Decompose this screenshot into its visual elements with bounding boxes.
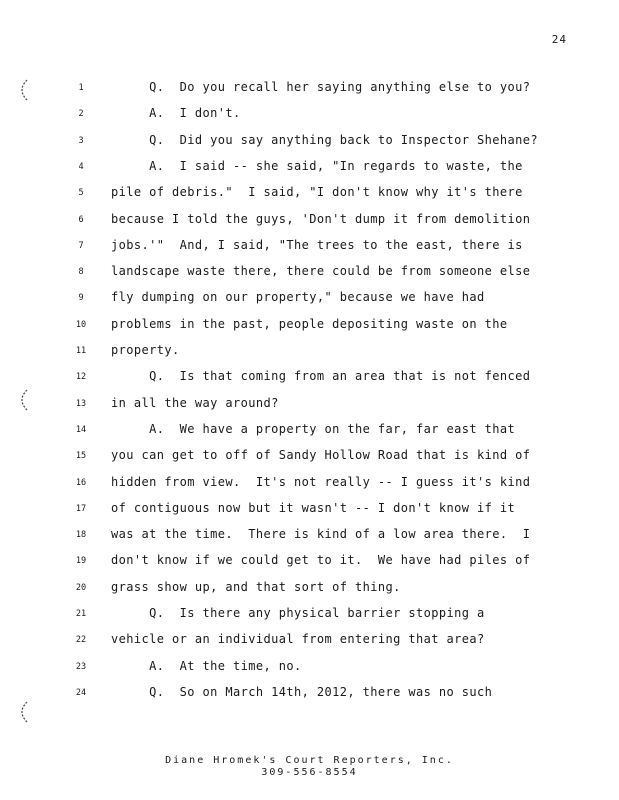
transcript-line <box>0 289 619 315</box>
line-number: 16 <box>75 477 87 488</box>
line-number: 22 <box>75 635 87 646</box>
line-text: was at the time. There is kind of a low area there. I <box>111 527 531 542</box>
line-text: property. <box>111 343 180 357</box>
line-number: 6 <box>78 214 84 225</box>
line-text: Q. So on March 14th, 2012, there was no such <box>111 684 493 699</box>
line-number: 5 <box>78 188 84 199</box>
line-number: 15 <box>75 451 87 462</box>
line-number: 24 <box>75 687 87 698</box>
line-text: A. At the time, no. <box>111 658 302 673</box>
page-number: 24 <box>551 33 567 46</box>
transcript-line <box>0 421 619 447</box>
transcript-line <box>0 79 619 105</box>
line-text: hidden from view. It's not really -- I guess it's kind <box>111 474 531 489</box>
line-text: don't know if we could get to it. We have had piles of <box>111 553 531 568</box>
line-text: in all the way around? <box>111 395 279 410</box>
transcript-line <box>0 132 619 158</box>
line-text: Q. Did you say anything back to Inspector Shehane? <box>111 132 538 147</box>
transcript-line <box>0 184 619 210</box>
transcript-line <box>0 263 619 289</box>
line-number: 13 <box>75 398 87 409</box>
line-number: 17 <box>75 503 87 514</box>
line-text: A. We have a property on the far, far east that <box>111 421 516 436</box>
footer-phone: 309-556-8554 <box>261 767 358 778</box>
line-number: 20 <box>75 582 87 593</box>
transcript-line <box>0 158 619 184</box>
transcript-line <box>0 684 619 710</box>
line-number: 18 <box>75 530 87 541</box>
transcript-line <box>0 605 619 631</box>
line-number: 8 <box>78 267 84 278</box>
footer-company: Diane Hromek's Court Reporters, Inc. <box>165 755 454 766</box>
transcript-line <box>0 500 619 526</box>
transcript-line <box>0 237 619 263</box>
transcript-line <box>0 631 619 657</box>
line-text: problems in the past, people depositing waste on the <box>111 316 508 331</box>
line-text: fly dumping on our property," because we have had <box>111 290 485 305</box>
transcript-line <box>0 368 619 394</box>
line-text: A. I said -- she said, "In regards to waste, the <box>111 158 523 173</box>
transcript-line <box>0 342 619 368</box>
transcript-line <box>0 474 619 500</box>
line-number: 1 <box>78 83 84 93</box>
line-text: Q. Is that coming from an area that is not fenced <box>111 369 531 384</box>
transcript-line <box>0 447 619 473</box>
line-number: 9 <box>78 293 84 304</box>
line-text: of contiguous now but it wasn't -- I don't know if it <box>111 500 516 515</box>
line-number: 23 <box>75 661 87 672</box>
line-text: grass show up, and that sort of thing. <box>111 579 401 594</box>
line-text: you can get to off of Sandy Hollow Road that is kind of <box>111 448 531 463</box>
line-number: 2 <box>78 109 84 120</box>
transcript-line <box>0 395 619 421</box>
line-text: pile of debris." I said, "I don't know why it's there <box>111 185 523 200</box>
transcript-line <box>0 316 619 342</box>
line-text: Q. Is there any physical barrier stopping a <box>111 606 485 620</box>
line-text: Q. Do you recall her saying anything else to you? <box>111 80 531 94</box>
line-number: 7 <box>78 240 84 251</box>
line-number: 19 <box>75 556 87 567</box>
line-number: 14 <box>75 424 87 435</box>
line-text: vehicle or an individual from entering that area? <box>111 632 485 647</box>
line-text: because I told the guys, 'Don't dump it from demolition <box>111 211 531 226</box>
transcript-line <box>0 658 619 684</box>
line-number: 12 <box>75 372 87 383</box>
transcript-line <box>0 552 619 578</box>
line-text: landscape waste there, there could be from someone else <box>111 264 531 279</box>
transcript-line <box>0 579 619 605</box>
line-number: 10 <box>75 319 87 330</box>
transcript-line <box>0 526 619 552</box>
line-text: A. I don't. <box>111 106 241 121</box>
line-text: jobs.'" And, I said, "The trees to the east, there is <box>111 237 523 252</box>
line-number: 4 <box>78 161 84 172</box>
line-number: 21 <box>75 609 87 619</box>
line-number: 11 <box>75 346 87 356</box>
line-number: 3 <box>78 135 84 146</box>
transcript-line <box>0 211 619 237</box>
transcript-line <box>0 105 619 131</box>
